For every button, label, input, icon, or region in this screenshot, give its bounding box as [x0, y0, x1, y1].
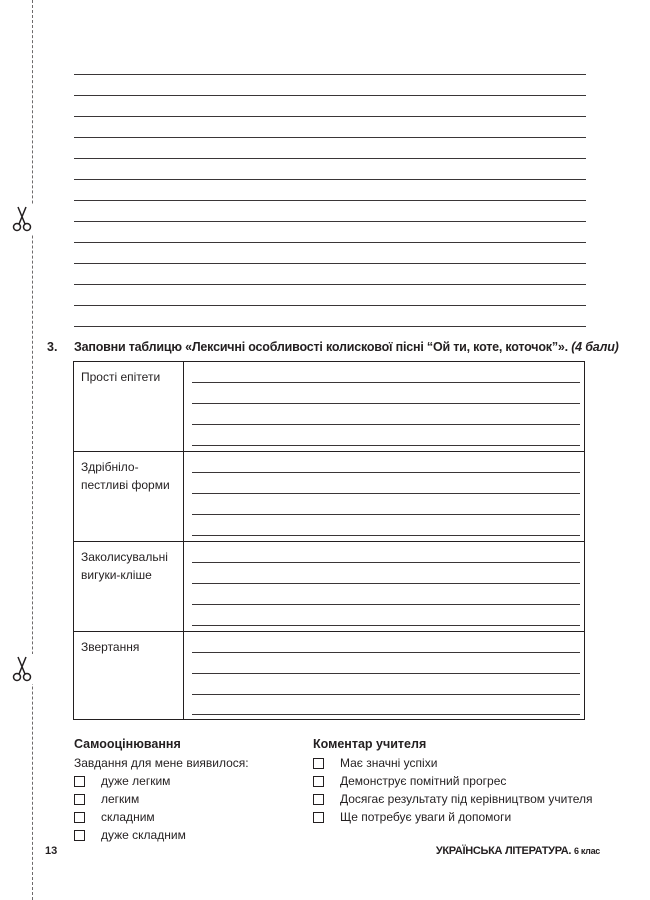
writing-line[interactable] — [74, 200, 586, 201]
answer-line[interactable] — [192, 403, 580, 404]
lexical-features-table — [73, 361, 585, 720]
answer-line[interactable] — [192, 694, 580, 695]
checkbox[interactable] — [74, 830, 85, 841]
checkbox[interactable] — [313, 776, 324, 787]
self-assessment-option[interactable] — [74, 772, 294, 790]
answer-line[interactable] — [192, 714, 580, 715]
option-label: складним — [101, 810, 155, 824]
writing-line[interactable] — [74, 137, 586, 138]
writing-line[interactable] — [74, 242, 586, 243]
answer-line[interactable] — [192, 535, 580, 536]
option-label: Досягає результату під керівництвом учителя — [340, 792, 593, 806]
answer-line[interactable] — [192, 673, 580, 674]
writing-line[interactable] — [74, 263, 586, 264]
answer-line[interactable] — [192, 514, 580, 515]
checkbox[interactable] — [74, 812, 85, 823]
answer-line[interactable] — [192, 562, 580, 563]
writing-line[interactable] — [74, 74, 586, 75]
self-assessment-option[interactable] — [74, 790, 294, 808]
answer-line[interactable] — [192, 652, 580, 653]
table-row — [74, 631, 584, 719]
option-label: Ще потребує уваги й допомоги — [340, 810, 512, 824]
teacher-comment-option[interactable] — [313, 772, 613, 790]
self-assessment-subtitle: Завдання для мене виявилося: — [74, 756, 249, 770]
teacher-comment-option[interactable] — [313, 808, 613, 826]
answer-line[interactable] — [192, 493, 580, 494]
page-number: 13 — [45, 845, 58, 857]
answer-line[interactable] — [192, 604, 580, 605]
option-label: дуже легким — [101, 774, 171, 788]
task-number: 3. — [47, 340, 58, 354]
writing-line[interactable] — [74, 179, 586, 180]
column-divider — [183, 452, 184, 541]
answer-line[interactable] — [192, 625, 580, 626]
option-label: легким — [101, 792, 140, 806]
teacher-comment-section — [313, 736, 613, 826]
checkbox[interactable] — [313, 794, 324, 805]
option-label: Демонструє помітний прогрес — [340, 774, 507, 788]
checkbox[interactable] — [74, 776, 85, 787]
answer-line[interactable] — [192, 583, 580, 584]
self-assessment-section — [74, 736, 294, 844]
teacher-comment-option[interactable] — [313, 790, 613, 808]
checkbox[interactable] — [74, 794, 85, 805]
option-label: дуже складним — [101, 828, 186, 842]
answer-line[interactable] — [192, 472, 580, 473]
writing-line[interactable] — [74, 221, 586, 222]
scissors-icon — [10, 204, 34, 234]
answer-line[interactable] — [192, 424, 580, 425]
row-label-simple-epithets: Прості епітети — [81, 370, 161, 384]
column-divider — [183, 362, 184, 451]
self-assessment-option[interactable] — [74, 826, 294, 844]
column-divider — [183, 632, 184, 719]
writing-line[interactable] — [74, 158, 586, 159]
task-instruction-text: Заповни таблицю «Лексичні особливості колискової пісні “Ой ти, коте, коточок”». — [74, 340, 568, 354]
scissors-icon — [10, 654, 34, 684]
answer-line[interactable] — [192, 382, 580, 383]
row-label-addresses: Звертання — [81, 640, 140, 654]
checkbox[interactable] — [313, 758, 324, 769]
book-title — [436, 845, 600, 857]
answer-line[interactable] — [192, 445, 580, 446]
book-title-text: УКРАЇНСЬКА ЛІТЕРАТУРА. — [435, 845, 572, 857]
teacher-comment-title: Коментар учителя — [313, 737, 427, 751]
writing-line[interactable] — [74, 326, 586, 327]
self-assessment-title: Самооцінювання — [74, 737, 181, 751]
table-row — [74, 451, 584, 541]
answer-writing-lines[interactable] — [74, 0, 586, 330]
self-assessment-option[interactable] — [74, 808, 294, 826]
writing-line[interactable] — [74, 284, 586, 285]
row-label-lulling-interjections: Заколисувальні вигуки-кліше — [81, 550, 168, 582]
writing-line[interactable] — [74, 116, 586, 117]
row-label-diminutive-forms: Здрібніло-пестливі форми — [81, 460, 170, 492]
column-divider — [183, 542, 184, 631]
writing-line[interactable] — [74, 305, 586, 306]
writing-line[interactable] — [74, 95, 586, 96]
table-row — [74, 541, 584, 631]
task-instruction — [74, 340, 619, 354]
checkbox[interactable] — [313, 812, 324, 823]
table-row — [74, 362, 584, 451]
teacher-comment-option[interactable] — [313, 754, 613, 772]
cut-line — [32, 0, 33, 900]
option-label: Має значні успіхи — [340, 756, 438, 770]
task-points: (4 бали) — [571, 340, 619, 354]
grade-label: 6 клас — [573, 846, 600, 856]
